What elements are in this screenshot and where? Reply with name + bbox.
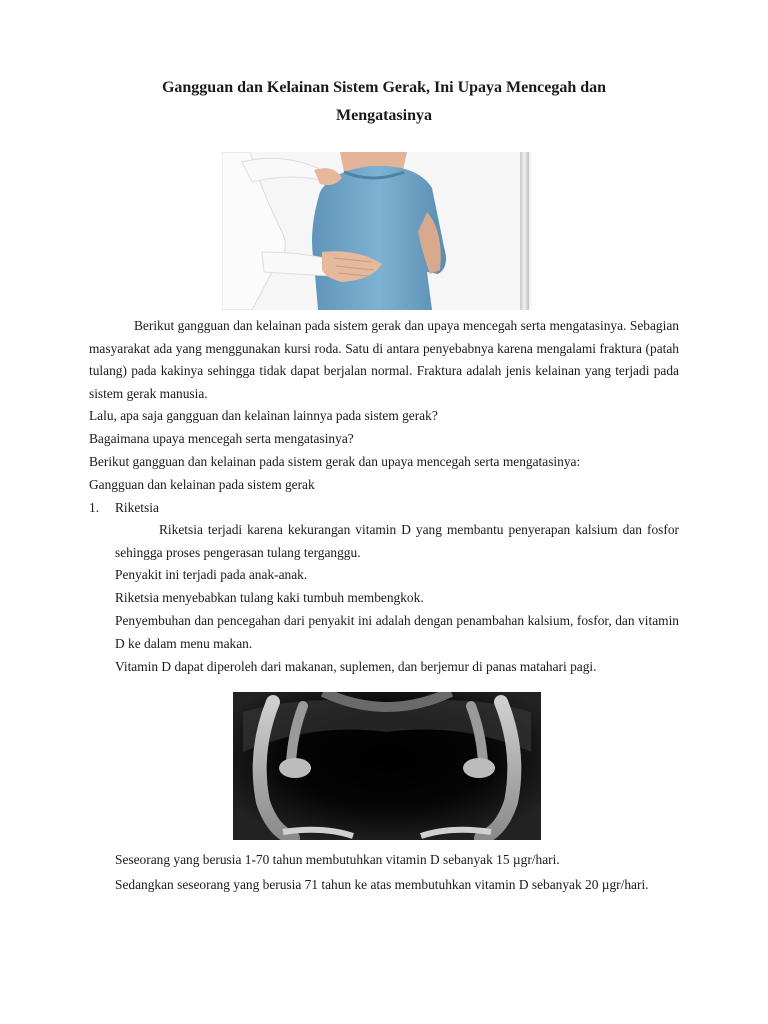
item-paragraph-7: Sedangkan seseorang yang berusia 71 tahun ke atas membutuhkan vitamin D sebanyak 20 µgr/hari. <box>115 877 649 892</box>
intro-lead: Berikut gangguan dan kelainan pada sistem gerak dan upaya mencegah serta mengatasinya: <box>89 454 581 469</box>
list-item-title: Riketsia <box>115 500 159 515</box>
list-number: 1. <box>89 500 100 515</box>
item-paragraph-4: Penyembuhan dan pencegahan dari penyakit ini adalah dengan penambahan kalsium, fosfor, dan vitamin D ke dalam menu makan. <box>115 613 679 651</box>
item-paragraph-6: Seseorang yang berusia 1-70 tahun membutuhkan vitamin D sebanyak 15 µgr/hari. <box>115 852 560 867</box>
doctor-examining-back-photo <box>222 152 532 310</box>
item-paragraph-2: Penyakit ini terjadi pada anak-anak. <box>115 567 308 582</box>
rickets-leg-xray-photo <box>233 692 541 840</box>
item-paragraph-1: Riketsia terjadi karena kekurangan vitamin D yang membantu penyerapan kalsium dan fosfor sehingga proses pengerasan tulang terganggu. <box>115 522 679 560</box>
item-paragraph-5: Vitamin D dapat diperoleh dari makanan, suplemen, dan berjemur di panas matahari pagi. <box>115 659 597 674</box>
section-heading: Gangguan dan kelainan pada sistem gerak <box>89 477 315 492</box>
intro-question-1: Lalu, apa saja gangguan dan kelainan lainnya pada sistem gerak? <box>89 408 438 423</box>
item-paragraph-3: Riketsia menyebabkan tulang kaki tumbuh membengkok. <box>115 590 424 605</box>
document-title <box>90 74 678 130</box>
intro-paragraph: Berikut gangguan dan kelainan pada sistem gerak dan upaya mencegah serta mengatasinya. Sebagian masyarakat ada yang menggunakan kursi roda. Satu di antara penyebabnya karena mengalami fraktura (patah tulang) pada kakinya sehingga tidak dapat berjalan normal. Fraktura adalah jenis kelainan yang terjadi pada sistem gerak manusia. <box>89 318 679 401</box>
intro-question-2: Bagaimana upaya mencegah serta mengatasinya? <box>89 431 354 446</box>
title-line-2: Mengatasinya <box>336 107 432 124</box>
title-line-1: Gangguan dan Kelainan Sistem Gerak, Ini Upaya Mencegah dan <box>161 79 607 96</box>
